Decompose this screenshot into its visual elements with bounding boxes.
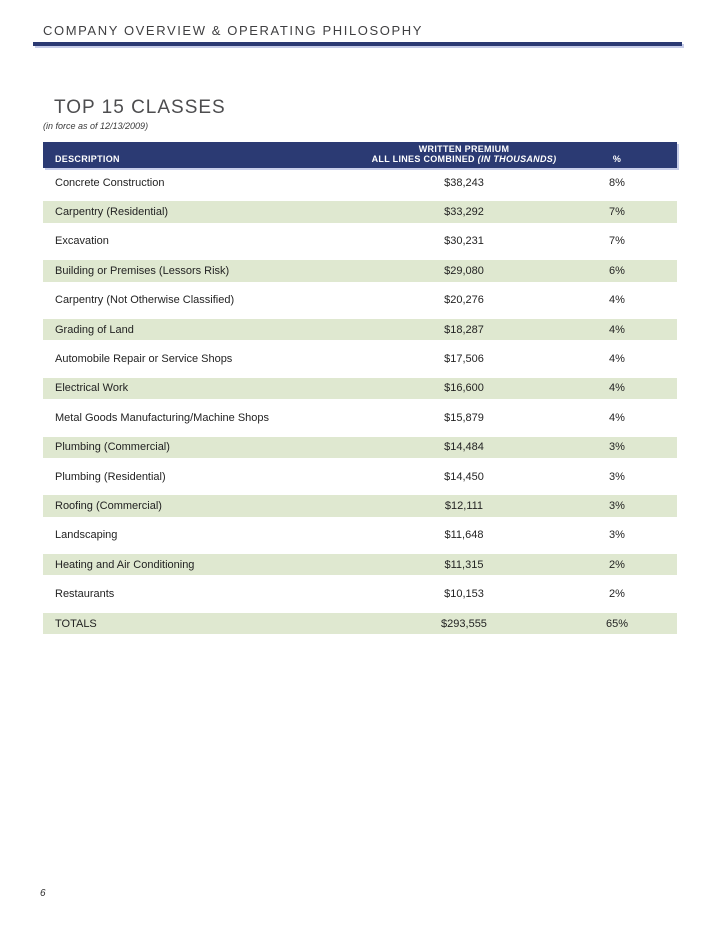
col-premium-line2: ALL LINES COMBINED xyxy=(371,154,478,164)
table-row xyxy=(43,579,677,608)
cell-premium: $293,555 xyxy=(441,617,487,630)
running-header: COMPANY OVERVIEW & OPERATING PHILOSOPHY xyxy=(43,23,424,38)
cell-percent: 2% xyxy=(609,588,625,601)
table-row xyxy=(43,197,677,226)
table-row xyxy=(43,550,677,579)
cell-premium: $11,315 xyxy=(444,558,484,571)
table-row xyxy=(43,462,677,491)
col-percent-label: % xyxy=(612,154,622,164)
col-premium-label xyxy=(344,144,584,164)
col-description-label: DESCRIPTION xyxy=(55,154,120,164)
cell-description: Automobile Repair or Service Shops xyxy=(55,353,233,366)
cell-percent: 65% xyxy=(605,617,629,630)
cell-premium: $33,292 xyxy=(444,206,484,219)
table-row xyxy=(43,491,677,520)
cell-premium: $14,450 xyxy=(444,470,484,483)
cell-description: Landscaping xyxy=(55,529,118,542)
cell-description: Building or Premises (Lessors Risk) xyxy=(55,264,230,277)
cell-description: Roofing (Commercial) xyxy=(55,499,162,512)
table-row xyxy=(43,315,677,344)
cell-premium: $29,080 xyxy=(444,264,484,277)
table-row xyxy=(43,256,677,285)
cell-premium: $14,484 xyxy=(444,441,484,454)
cell-premium: $20,276 xyxy=(444,294,484,307)
col-premium-line2-italic: (IN THOUSANDS) xyxy=(477,154,557,164)
totals-row xyxy=(43,609,677,638)
cell-description: Electrical Work xyxy=(55,382,129,395)
cell-premium: $30,231 xyxy=(444,235,484,248)
col-premium-line1: WRITTEN PREMIUM xyxy=(418,144,510,154)
cell-description: Grading of Land xyxy=(55,323,134,336)
table-row xyxy=(43,374,677,403)
cell-description: Heating and Air Conditioning xyxy=(55,558,195,571)
cell-percent: 3% xyxy=(609,499,625,512)
cell-description: Metal Goods Manufacturing/Machine Shops xyxy=(55,411,270,424)
table-row xyxy=(43,344,677,373)
table-header xyxy=(43,142,677,168)
table-row xyxy=(43,433,677,462)
table-row xyxy=(43,403,677,432)
cell-premium: $18,287 xyxy=(444,323,484,336)
cell-description: Plumbing (Residential) xyxy=(55,470,166,483)
cell-description: Concrete Construction xyxy=(55,176,165,189)
table-body xyxy=(43,168,677,638)
cell-percent: 4% xyxy=(609,323,625,336)
cell-premium: $17,506 xyxy=(444,353,484,366)
cell-premium: $11,648 xyxy=(444,529,484,542)
cell-premium: $15,879 xyxy=(444,411,484,424)
table-row xyxy=(43,286,677,315)
cell-description: Carpentry (Residential) xyxy=(55,206,169,219)
cell-percent: 4% xyxy=(609,353,625,366)
table-row xyxy=(43,521,677,550)
cell-description: Excavation xyxy=(55,235,109,248)
cell-percent: 3% xyxy=(609,470,625,483)
table-row xyxy=(43,168,677,197)
cell-premium: $12,111 xyxy=(444,499,484,512)
cell-premium: $16,600 xyxy=(444,382,484,395)
cell-description: Plumbing (Commercial) xyxy=(55,441,170,454)
cell-premium: $10,153 xyxy=(444,588,484,601)
top-classes-table xyxy=(43,142,677,638)
cell-percent: 4% xyxy=(609,382,625,395)
page-title: TOP 15 CLASSES xyxy=(54,97,226,118)
cell-description: Restaurants xyxy=(55,588,115,601)
page-subtitle: (in force as of 12/13/2009) xyxy=(43,121,149,131)
page-number: 6 xyxy=(40,888,46,899)
cell-description: TOTALS xyxy=(55,617,97,630)
cell-percent: 2% xyxy=(609,558,625,571)
cell-percent: 6% xyxy=(609,264,625,277)
table-row xyxy=(43,227,677,256)
header-rule xyxy=(33,42,682,46)
cell-description: Carpentry (Not Otherwise Classified) xyxy=(55,294,235,307)
cell-percent: 4% xyxy=(609,411,625,424)
cell-percent: 3% xyxy=(609,441,625,454)
cell-percent: 7% xyxy=(609,206,625,219)
cell-percent: 7% xyxy=(609,235,625,248)
cell-percent: 4% xyxy=(609,294,625,307)
cell-percent: 3% xyxy=(609,529,625,542)
cell-premium: $38,243 xyxy=(444,176,484,189)
cell-percent: 8% xyxy=(609,176,625,189)
